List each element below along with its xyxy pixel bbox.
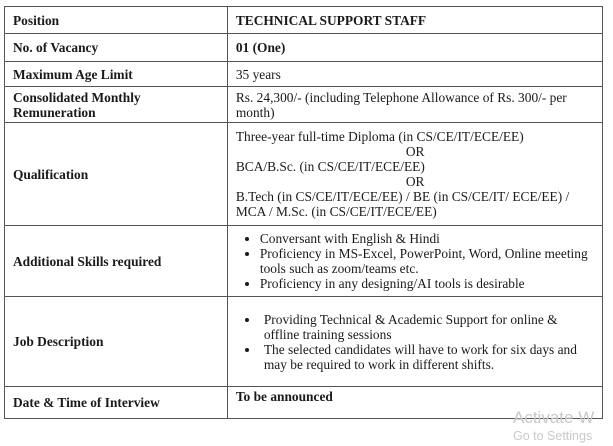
recruitment-details-table (4, 6, 603, 419)
job-label: Job Description (5, 297, 228, 387)
vacancy-value: 01 (One) (227, 34, 602, 62)
qualification-line: Three-year full-time Diploma (in CS/CE/IT/ECE/EE) (235, 129, 524, 144)
position-value: TECHNICAL SUPPORT STAFF (227, 7, 602, 34)
age-label: Maximum Age Limit (5, 62, 228, 87)
table-row (5, 297, 603, 387)
list-item: • Conversant with English & Hindi (260, 231, 596, 246)
table-row (5, 87, 603, 123)
interview-label: Date & Time of Interview (5, 387, 228, 419)
table-row (5, 226, 603, 297)
table-row (5, 62, 603, 87)
or-separator: OR (405, 144, 425, 159)
list-item: • Providing Technical & Academic Support for online & offline training sessions (260, 312, 596, 342)
vacancy-label: No. of Vacancy (5, 34, 228, 62)
table-row (5, 34, 603, 62)
qualification-line: B.Tech (in CS/CE/IT/ECE/EE) / BE (in CS/CE/IT/ ECE/EE) / MCA / M.Sc. (in CS/CE/IT/ECE/EE) (235, 189, 570, 219)
watermark-subtitle: Go to Settings (513, 429, 593, 443)
list-item: • Proficiency in MS-Excel, PowerPoint, Word, Online meeting tools such as zoom/teams etc. (260, 246, 596, 276)
age-value: 35 years (227, 62, 602, 87)
table-row (5, 123, 603, 226)
job-list (236, 312, 596, 372)
job-value (227, 297, 602, 387)
skills-list (236, 231, 596, 291)
list-item: • The selected candidates will have to work for six days and may be required to work in different shifts. (260, 342, 596, 372)
or-separator: OR (405, 174, 425, 189)
interview-value: To be announced (227, 387, 602, 419)
watermark-title: Activate W (513, 408, 595, 427)
table-row (5, 7, 603, 34)
activate-windows-watermark (513, 408, 613, 444)
list-item: • Proficiency in any designing/AI tools is desirable (260, 276, 596, 291)
qualification-label: Qualification (5, 123, 228, 226)
skills-value (227, 226, 602, 297)
qualification-value (227, 123, 602, 226)
skills-label: Additional Skills required (5, 226, 228, 297)
remuneration-value: Rs. 24,300/- (including Telephone Allowance of Rs. 300/- per month) (227, 87, 602, 123)
remuneration-label: Consolidated Monthly Remuneration (5, 87, 228, 123)
qualification-line: BCA/B.Sc. (in CS/CE/IT/ECE/EE) (235, 159, 425, 174)
position-label: Position (5, 7, 228, 34)
